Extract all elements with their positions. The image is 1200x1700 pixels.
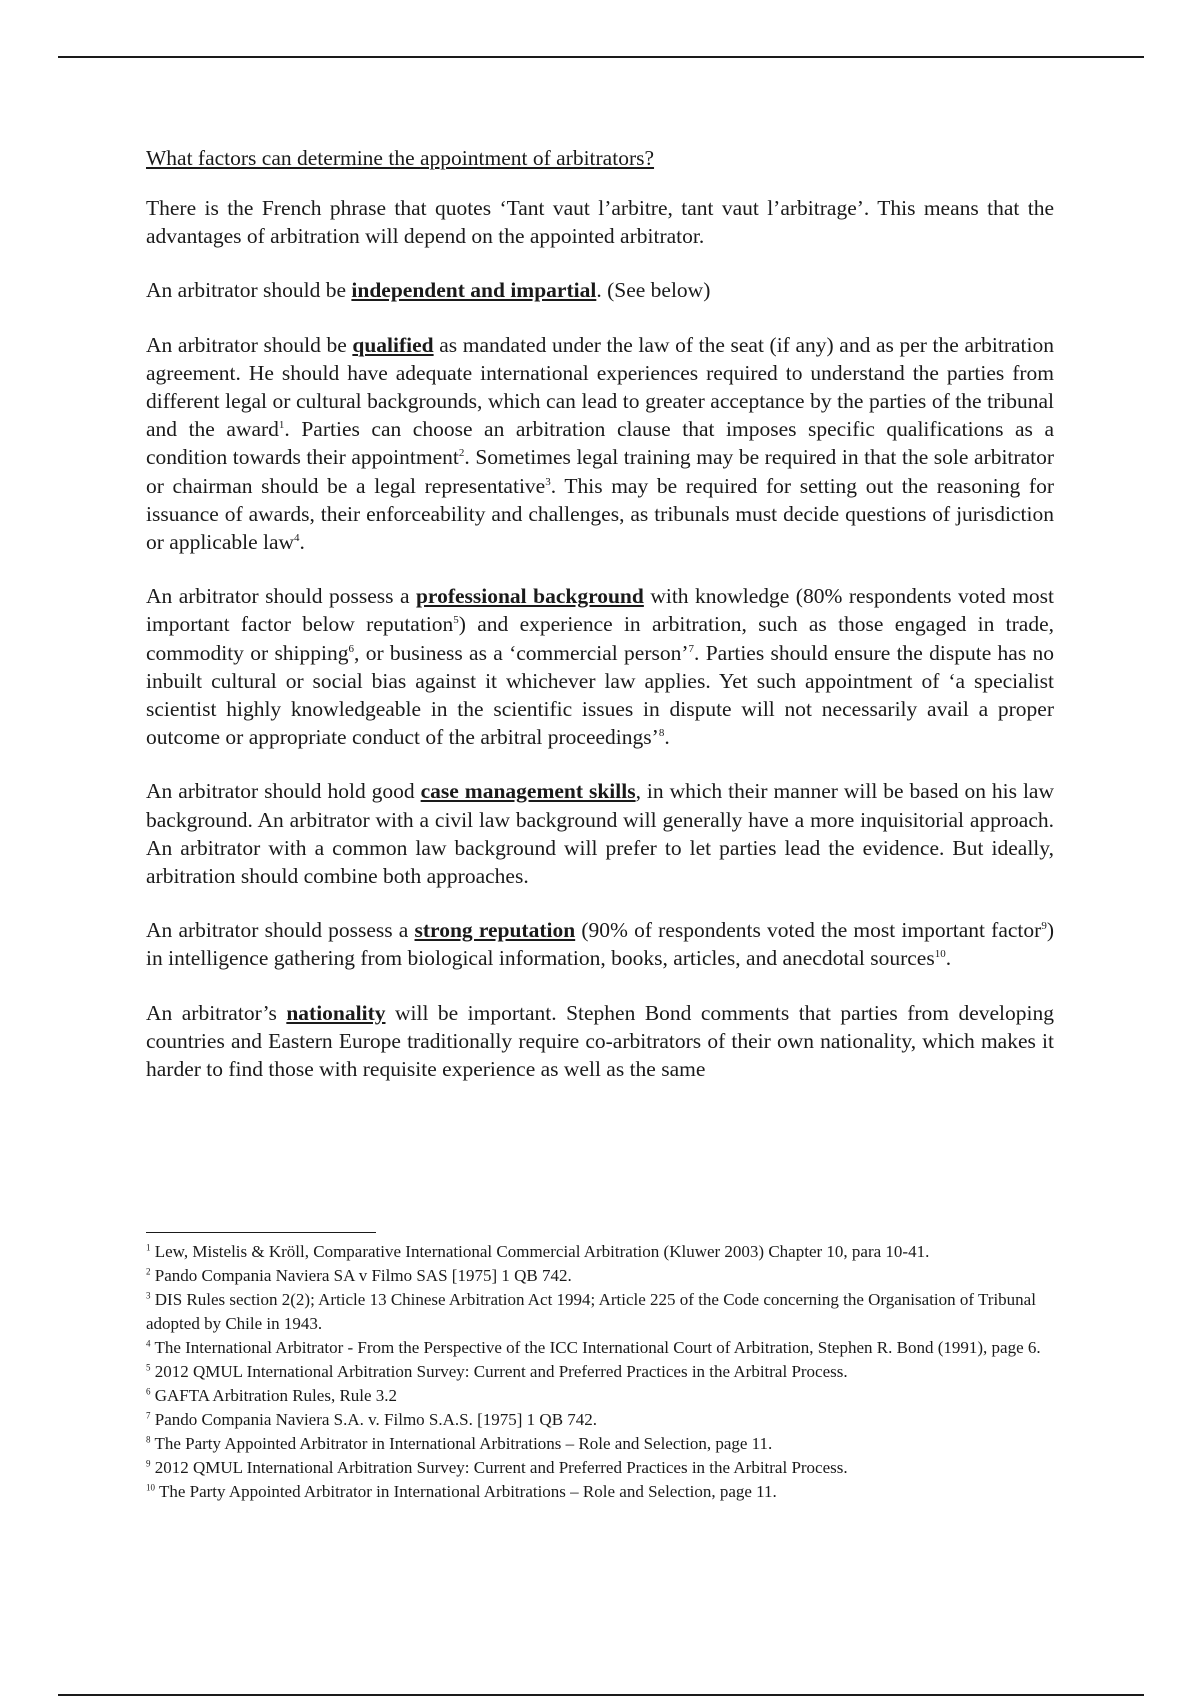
footnote-ref-1[interactable]: 1 bbox=[278, 419, 285, 432]
keyword-qualified: qualified bbox=[352, 332, 434, 357]
document-body bbox=[146, 144, 1054, 1109]
footnote-ref-5[interactable]: 5 bbox=[453, 614, 459, 627]
footnote-text: Pando Compania Naviera S.A. v. Filmo S.A.S. [1975] 1 QB 742. bbox=[154, 1410, 598, 1429]
keyword-strong-reputation: strong reputation bbox=[414, 918, 576, 943]
footnote-text: Lew, Mistelis & Kröll, Comparative International Commercial Arbitration (Kluwer 2003) Chapter 10, para 10-41. bbox=[154, 1242, 930, 1261]
footnote-10 bbox=[146, 1480, 1054, 1504]
footnote-ref-10[interactable]: 10 bbox=[934, 948, 946, 961]
footnote-text: The Party Appointed Arbitrator in International Arbitrations – Role and Selection, page 11. bbox=[154, 1434, 773, 1453]
footnote-text: The International Arbitrator - From the Perspective of the ICC International Court of Arbitration, Stephen R. Bond (1991), page 6. bbox=[154, 1338, 1041, 1357]
footer-rule bbox=[58, 1694, 1144, 1696]
paragraph-reputation bbox=[146, 916, 1054, 972]
paragraph-text: . This may be required for setting out the reasoning for issuance of awards, their enforceability and challenges, as tribunals must decide questions of jurisdiction or applicable law bbox=[146, 473, 1054, 555]
paragraph-text: with knowledge (80% respondents voted most important factor below reputation bbox=[146, 584, 1055, 637]
footnote-separator bbox=[146, 1232, 376, 1233]
footnote-number: 1 bbox=[146, 1242, 151, 1253]
paragraph-text: . Parties should ensure the dispute has no inbuilt cultural or social bias against it whichever law applies. Yet such appointment of ‘a specialist scientist highly knowledgeable in the scientific issues in dispute will not necessarily avail a proper outcome or appropriate conduct of the arbitral proceedings’ bbox=[146, 640, 1054, 750]
footnote-4 bbox=[146, 1336, 1054, 1360]
footnote-number: 10 bbox=[146, 1482, 155, 1493]
paragraph-text: (90% of respondents voted the most important factor bbox=[575, 918, 1042, 943]
footnote-ref-9[interactable]: 9 bbox=[1041, 920, 1047, 933]
footnote-2 bbox=[146, 1264, 1054, 1288]
paragraph-text: There is the French phrase that quotes ‘Tant vaut l’arbitre, tant vaut l’arbitrage’. This means that the advantages of arbitration will depend on the appointed arbitrator. bbox=[146, 196, 1054, 249]
footnote-1 bbox=[146, 1240, 1054, 1264]
paragraph-professional-background bbox=[146, 582, 1054, 751]
footnote-5 bbox=[146, 1360, 1054, 1384]
paragraph-text: An arbitrator should possess a bbox=[146, 584, 416, 609]
footnote-number: 6 bbox=[146, 1386, 151, 1397]
paragraph-case-management bbox=[146, 777, 1054, 890]
footnote-ref-2[interactable]: 2 bbox=[458, 447, 465, 460]
paragraph-text: . Sometimes legal training may be required in that the sole arbitrator or chairman should be a legal representative bbox=[146, 445, 1054, 498]
footnote-text: GAFTA Arbitration Rules, Rule 3.2 bbox=[154, 1386, 398, 1405]
footnote-7 bbox=[146, 1408, 1054, 1432]
footnote-9 bbox=[146, 1456, 1054, 1480]
paragraph-qualified bbox=[146, 331, 1054, 557]
footnote-3 bbox=[146, 1288, 1054, 1336]
paragraph-text: . bbox=[945, 946, 952, 971]
footnote-number: 7 bbox=[146, 1410, 151, 1421]
footnote-ref-6[interactable]: 6 bbox=[348, 642, 355, 655]
paragraph-text: An arbitrator’s bbox=[146, 1000, 287, 1025]
paragraph-text: An arbitrator should possess a bbox=[146, 918, 415, 943]
paragraph-independence bbox=[146, 276, 1054, 304]
paragraph-text: ) in intelligence gathering from biological information, books, articles, and anecdotal sources bbox=[146, 918, 1054, 971]
footnote-number: 2 bbox=[146, 1266, 151, 1277]
footnote-number: 4 bbox=[146, 1338, 151, 1349]
footnote-ref-8[interactable]: 8 bbox=[658, 727, 665, 740]
footnote-text: DIS Rules section 2(2); Article 13 Chinese Arbitration Act 1994; Article 225 of the Code concerning the Organisation of Tribunal adopted by Chile in 1943. bbox=[146, 1290, 1036, 1333]
footnote-text: The Party Appointed Arbitrator in International Arbitrations – Role and Selection, page 11. bbox=[158, 1482, 777, 1501]
footnote-text: Pando Compania Naviera SA v Filmo SAS [1975] 1 QB 742. bbox=[154, 1266, 572, 1285]
paragraph-text: as mandated under the law of the seat (if any) and as per the arbitration agreement. He should have adequate international experiences required to understand the parties from different legal or cultural backgrounds, which can lead to greater acceptance by the parties of the tribunal and the award bbox=[146, 332, 1054, 442]
paragraph-intro bbox=[146, 194, 1054, 250]
footnote-text: 2012 QMUL International Arbitration Survey: Current and Preferred Practices in the Arbitral Process. bbox=[154, 1362, 848, 1381]
footnote-ref-3[interactable]: 3 bbox=[545, 475, 551, 488]
footnote-8 bbox=[146, 1432, 1054, 1456]
keyword-professional-background: professional background bbox=[415, 584, 644, 609]
header-rule bbox=[58, 56, 1144, 58]
paragraph-text: . bbox=[664, 725, 670, 750]
footnote-6 bbox=[146, 1384, 1054, 1408]
paragraph-text: , in which their manner will be based on his law background. An arbitrator with a civil law background will generally have a more inquisitorial approach. An arbitrator with a common law background will prefer to let parties lead the evidence. But ideally, arbitration should combine both approaches. bbox=[146, 779, 1055, 889]
keyword-nationality: nationality bbox=[286, 1000, 386, 1025]
footnote-ref-7[interactable]: 7 bbox=[688, 642, 695, 655]
paragraph-nationality bbox=[146, 999, 1054, 1084]
paragraph-text: . Parties can choose an arbitration clause that imposes specific qualifications as a condition towards their appointment bbox=[146, 417, 1054, 470]
footnote-number: 3 bbox=[146, 1290, 151, 1301]
footnote-ref-4[interactable]: 4 bbox=[294, 531, 300, 544]
footnote-text: 2012 QMUL International Arbitration Survey: Current and Preferred Practices in the Arbitral Process. bbox=[154, 1458, 848, 1477]
paragraph-text: An arbitrator should be bbox=[146, 278, 352, 303]
paragraph-text: An arbitrator should hold good bbox=[146, 779, 421, 804]
keyword-case-management-skills: case management skills bbox=[420, 779, 636, 804]
paragraph-text: will be important. Stephen Bond comments that parties from developing countries and Eastern Europe traditionally require co-arbitrators of their own nationality, which makes it harder to find those with requisite experience as well as the same bbox=[146, 1000, 1054, 1082]
paragraph-text: ) and experience in arbitration, such as those engaged in trade, commodity or shipping bbox=[146, 612, 1055, 665]
paragraph-text: . bbox=[299, 530, 305, 555]
paragraph-text: . (See below) bbox=[596, 278, 711, 303]
keyword-independent-impartial: independent and impartial bbox=[351, 278, 597, 303]
page-heading: What factors can determine the appointment of arbitrators? bbox=[146, 146, 655, 170]
paragraph-text: , or business as a ‘commercial person’ bbox=[354, 640, 689, 665]
footnotes bbox=[146, 1240, 1054, 1504]
paragraph-text: An arbitrator should be bbox=[146, 332, 353, 357]
footnote-number: 9 bbox=[146, 1458, 151, 1469]
footnote-number: 8 bbox=[146, 1434, 151, 1445]
footnote-number: 5 bbox=[146, 1362, 151, 1373]
